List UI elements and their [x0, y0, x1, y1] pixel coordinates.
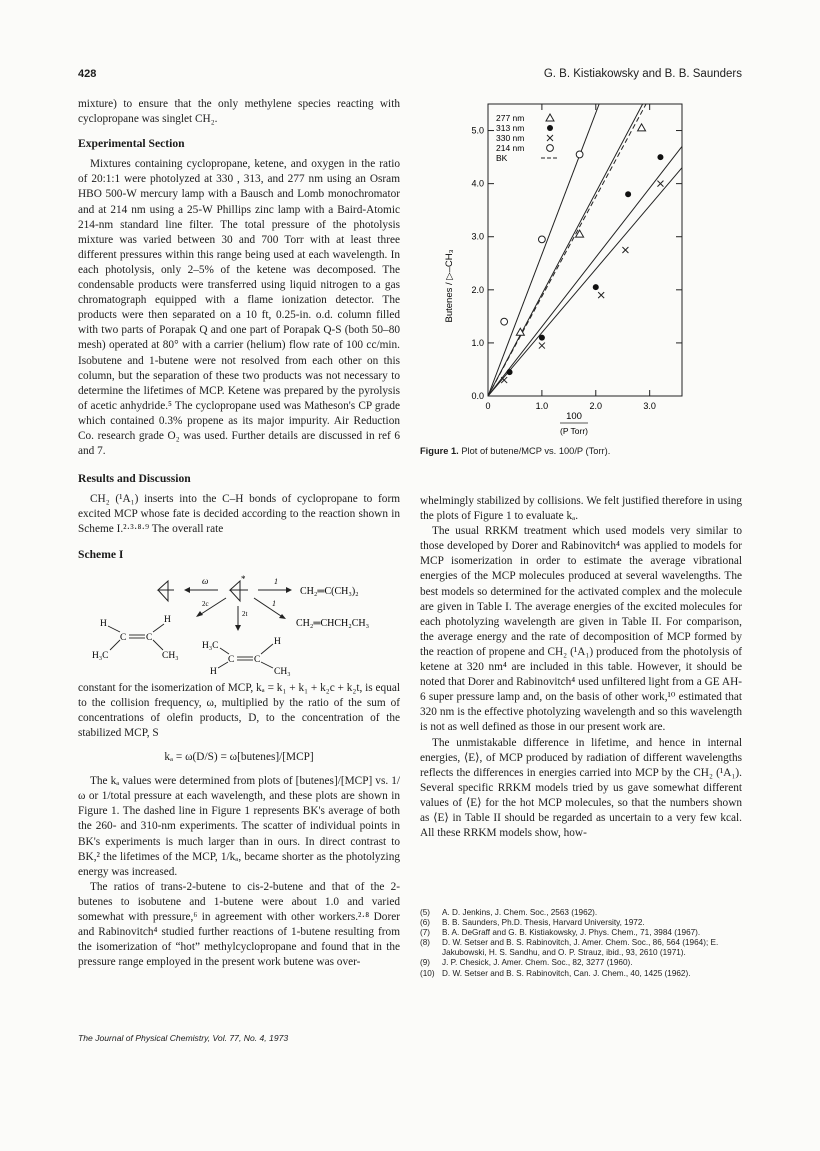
results-paragraph: CH₂ (¹A₁) inserts into the C–H bonds of cyclopropane to form excited MCP whose fate is decided according to the reaction shown in Scheme I.²·³·⁸·⁹ The overall rate	[78, 493, 400, 536]
x-tick-label: 2.0	[589, 401, 603, 411]
svg-text:CH₃: CH₃	[162, 650, 179, 661]
scheme-diagram	[78, 568, 400, 676]
difference-paragraph: The unmistakable difference in lifetime, and hence in internal energies, ⟨E⟩, of MCP produced by radiation of different wavelengths reflects the differences in energies carried into MCP by the CH₂ (¹A₁). Several specific RRKM models tried by us gave somewhat different values of ⟨E⟩ for the hot MCP molecules, so that the numbers shown as ⟨E⟩ in Table II should be regarded as uncertain to a very few kcal. All these RRKM models show, how-	[420, 736, 742, 840]
x-tick-label: 3.0	[643, 401, 656, 411]
right-column	[420, 494, 742, 841]
y-tick-label: 5.0	[471, 125, 484, 136]
fit-line-330-nm	[488, 168, 682, 396]
isobutene-product: CH₂═C(CH₃)₂	[300, 585, 359, 597]
legend-label: 277 nm	[496, 113, 525, 123]
data-point-x	[622, 247, 628, 253]
data-point-circle	[501, 318, 508, 325]
plot-points	[501, 96, 664, 383]
rate-equation: kₐ = ω(D/S) = ω[butenes]/[MCP]	[164, 751, 314, 764]
legend-label: 313 nm	[496, 123, 525, 133]
y-tick-label: 0.0	[471, 391, 484, 401]
reference-item: (6) B. B. Saunders, Ph.D. Thesis, Harvard University, 1972.	[420, 918, 645, 928]
reference-item: (8) D. W. Setser and B. S. Rabinovitch, J. Amer. Chem. Soc., 86, 564 (1964); E. Jakubowski, H. S. Sandhu, and O. P. Strauz, ibid., 93, 2610 (1971).	[420, 938, 719, 958]
rate-constant-paragraph: constant for the isomerization of MCP, kₐ = k₁ + k₁ + k₂c + k₂t, is equal to the collision frequency, ω, multiplied by the ratio of the sum of concentrations of olefin products, D, to the concentration of the stabilized MCP, S	[78, 681, 400, 739]
reference-item: (5) A. D. Jenkins, J. Chem. Soc., 2563 (1962).	[420, 908, 598, 917]
experimental-heading: Experimental Section	[78, 137, 185, 151]
k2c-label: 2c	[202, 599, 209, 608]
plot-legend	[496, 113, 559, 163]
data-point-dot	[625, 191, 631, 197]
figure-caption: Figure 1. Plot of butene/MCP vs. 100/P (Torr).	[420, 446, 611, 456]
k2t-label: 2t	[242, 609, 248, 618]
legend-marker-triangle	[546, 114, 554, 121]
svg-text:H₃C: H₃C	[92, 650, 109, 661]
omega-label: ω	[202, 575, 209, 586]
scheme-heading: Scheme I	[78, 547, 124, 561]
page-number: 428	[78, 68, 97, 80]
references	[420, 908, 742, 979]
excited-star: *	[241, 573, 246, 584]
intro-paragraph: mixture) to ensure that the only methylene species reacting with cyclopropane was singlet CH₂.	[78, 98, 400, 126]
svg-text:C: C	[120, 632, 127, 643]
svg-text:CH₃: CH₃	[274, 666, 291, 676]
continued-paragraph: whelmingly stabilized by collisions. We felt justified therefore in using the plots of Figure 1 to evaluate kₐ.	[420, 495, 742, 523]
y-tick-label: 4.0	[471, 178, 484, 189]
legend-label: BK	[496, 153, 508, 163]
x-axis-label-denominator: (P Torr)	[559, 426, 589, 436]
results-heading: Results and Discussion	[78, 472, 191, 486]
trans-2-butene-structure	[202, 637, 291, 676]
k1-label-a: 1	[274, 576, 278, 586]
data-point-triangle	[638, 124, 646, 131]
ka-paragraph: The kₐ values were determined from plots of [butenes]/[MCP] vs. 1/ω or 1/total pressure at each wavelength, and these plots are shown in Figure 1. The dashed line in Figure 1 represents BK's average of both the 260- and 310-nm experiments. The scatter of individual points in BK's experiments is much larger than in ours. In direct contrast to BK,² the lifetimes of the MCP, 1/kₐ, became shorter as the photolyzing energy was increased.	[78, 775, 400, 878]
legend-marker-x	[547, 135, 553, 141]
svg-text:C: C	[254, 654, 261, 665]
svg-text:H₃C: H₃C	[202, 640, 219, 651]
butene1-product: CH₂═CHCH₂CH₃	[296, 617, 370, 629]
y-tick-label: 2.0	[471, 284, 484, 295]
y-tick-label: 3.0	[471, 231, 484, 242]
x-axis-label-numerator: 100	[566, 411, 582, 422]
y-tick-label: 1.0	[471, 337, 484, 348]
y-axis-label: Butenes / ▷–CH₃	[444, 249, 455, 323]
x-tick-label: 0	[485, 401, 491, 411]
legend-label: 214 nm	[496, 143, 525, 153]
data-point-x	[539, 343, 545, 349]
legend-marker-dot	[547, 125, 553, 131]
data-point-circle	[576, 151, 583, 158]
data-point-x	[657, 181, 663, 187]
running-header-authors: G. B. Kistiakowsky and B. B. Saunders	[543, 68, 742, 80]
svg-text:H: H	[274, 636, 281, 647]
data-point-x	[598, 292, 604, 298]
svg-text:C: C	[228, 654, 235, 665]
left-column	[78, 97, 400, 970]
fit-line-313-nm	[488, 146, 682, 396]
data-point-circle	[538, 236, 545, 243]
data-point-dot	[593, 284, 599, 290]
k1-label-b: 1	[272, 598, 276, 608]
svg-text:H: H	[100, 618, 107, 629]
svg-text:H: H	[164, 614, 171, 625]
experimental-paragraph: Mixtures containing cyclopropane, ketene, and oxygen in the ratio of 20:1:1 were photolyzed at 330 , 313, and 277 nm using an Osram HBO 500-W mercury lamp with a Bausch and Lomb monochromator and at 214 nm using a 25-W Phillips zinc lamp with a Baird-Atomic 214-nm standard line filter. The total pressure of the photolysis mixture was varied between 30 and 700 Torr with at least three different pressures within this range being used at each wavelength. In each photolysis, only 2–5% of the ketene was decomposed. The condensable products were transferred using liquid nitrogen to a gas chromatograph equipped with a flame ionization detector. The products were then separated on a 10 ft, 0.25-in. o.d. column filled with two parts of Porapak Q and one part of Porapak Q-S (both 50–80 mesh) operated at 80° with a carrier (helium) flow rate of 100 cc/min. Isobutene and 1-butene were not resolved from each other on this column, but the separation of these two products was not necessary to determine the lifetimes of MCP. Ketene was prepared by the pyrolysis of acetic anhydride.⁵ The cyclopropane used was Matheson's CP grade which contained 0.3% propene as its major impurity. Air Reduction Co. research grade O₂ was used. Further details are discussed in ref 6 and 7.	[78, 158, 400, 458]
journal-footer: The Journal of Physical Chemistry, Vol. 77, No. 4, 1973	[78, 1033, 289, 1043]
reference-item: (7) B. A. DeGraff and G. B. Kistiakowsky, J. Phys. Chem., 71, 3984 (1967).	[420, 928, 701, 938]
reference-item: (10) D. W. Setser and B. S. Rabinovitch, Can. J. Chem., 40, 1425 (1962).	[420, 968, 691, 978]
legend-marker-circle	[547, 145, 554, 152]
ratios-paragraph: The ratios of trans-2-butene to cis-2-butene and that of the 2-butenes to isobutene and 1-butene were about 1.0 and varied somewhat with pressure,⁶ in agreement with other workers.²·⁸ Dorer and Rabinovitch⁴ studied further reactions of 1-butene resulting from the isomerization of “hot” methylcyclopropane and found that in the pressure range employed in the present work butene was over-	[78, 880, 400, 969]
svg-text:H: H	[210, 666, 217, 676]
x-tick-label: 1.0	[535, 401, 549, 411]
data-point-dot	[507, 369, 513, 375]
data-point-dot	[539, 335, 545, 341]
rrkm-paragraph: The usual RRKM treatment which used models very similar to those developed by Dorer and Rabinovitch⁴ was applied to models for MCP isomerization in order to estimate the average vibrational energies of the MCP molecules produced at several wavelengths. The best models so determined for the activated complex and the molecule are given in Table I. The average energies of the excited molecules for each photolyzing wavelength are given in Table II. For comparison, the average energy and the rate of decomposition of MCP formed by the reaction of propene and CH₂ (¹A₁) produced from the photolysis of ketene at 320 nm⁴ are included in this table. However, it should be noted that Dorer and Rabinovitch⁴ used unfiltered light from a GE AH-6 super pressure lamp and, on the basis of other work,¹⁰ estimated that 320 nm is the effective photolyzing wavelength and so this wavelength is not as well defined as those in our present work are.	[420, 525, 742, 734]
figure-1-plot	[420, 96, 740, 436]
mcp-structure	[158, 581, 174, 601]
legend-label: 330 nm	[496, 133, 525, 143]
cis-2-butene-structure	[92, 615, 179, 661]
data-point-dot	[657, 154, 663, 160]
reference-item: (9) J. P. Chesick, J. Amer. Chem. Soc., 82, 3277 (1960).	[420, 958, 633, 968]
svg-text:C: C	[146, 632, 153, 643]
